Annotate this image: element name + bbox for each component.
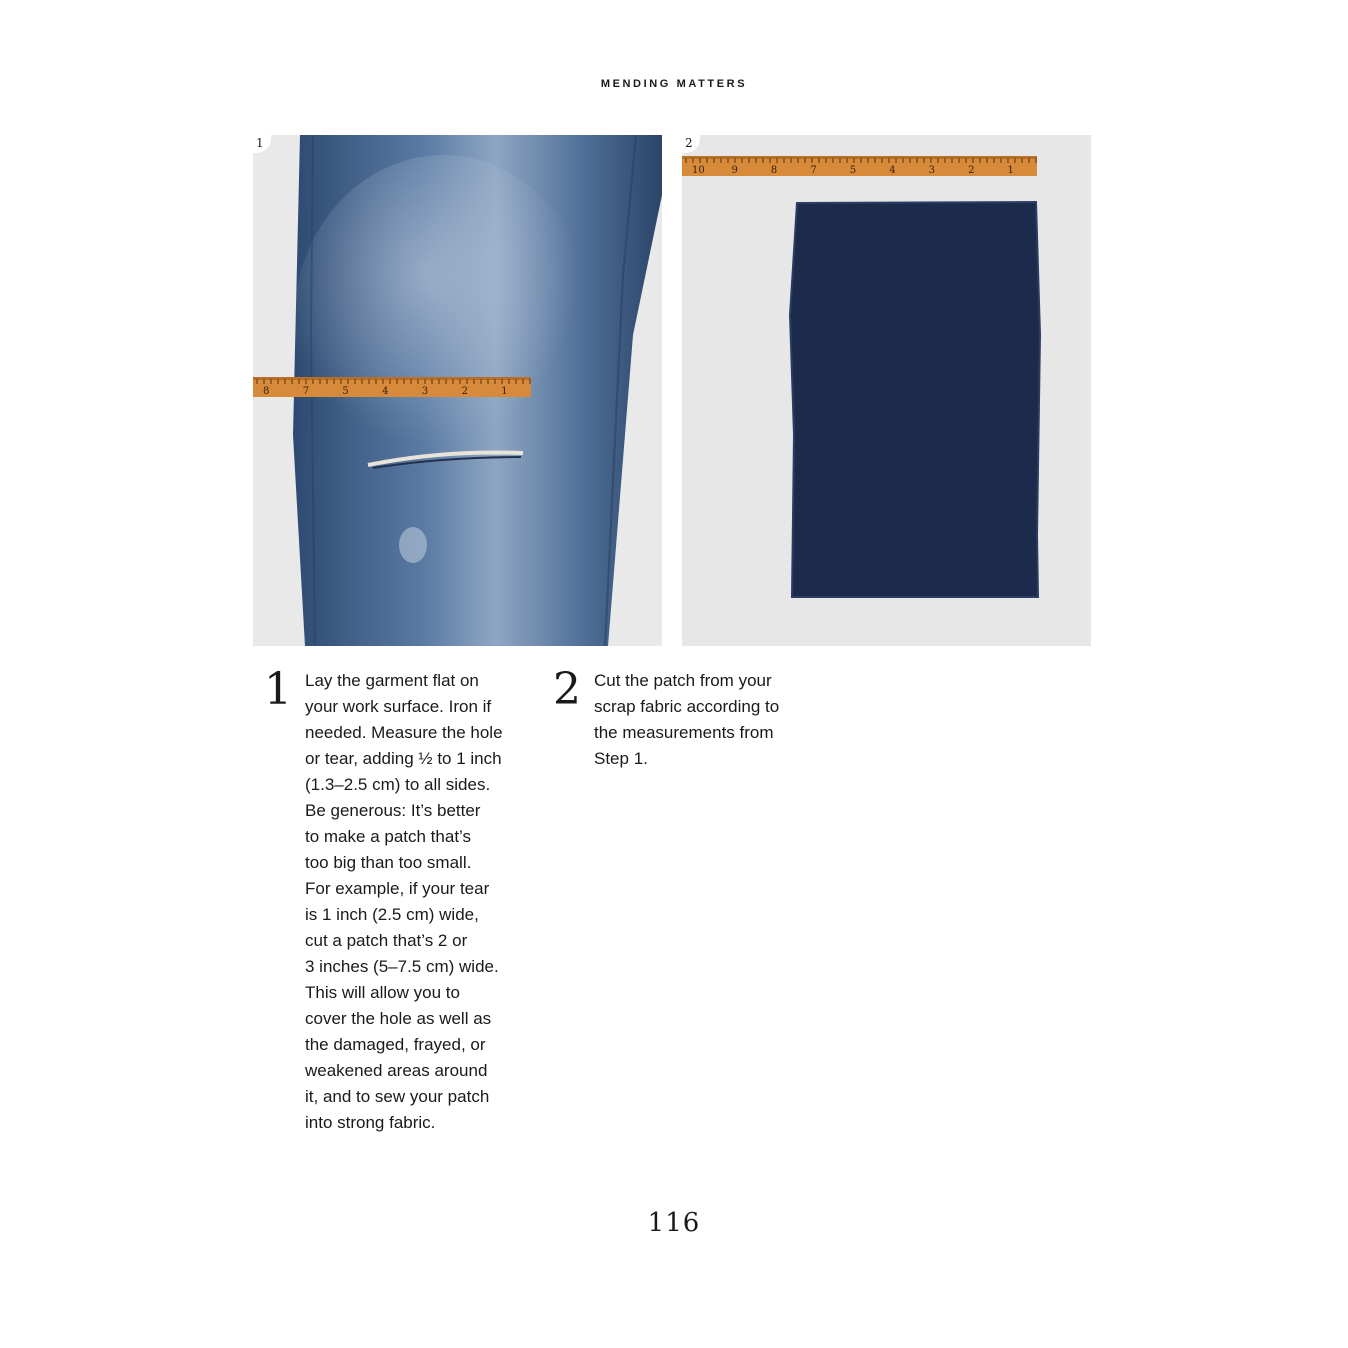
step-2-line: Cut the patch from your xyxy=(594,671,772,690)
ruler-mark: 2 xyxy=(968,165,975,176)
measuring-tape xyxy=(253,377,531,397)
step-1-number: 1 xyxy=(264,664,292,715)
page-number: 116 xyxy=(647,1208,701,1238)
denim-patch xyxy=(790,202,1040,597)
figure-1-number: 1 xyxy=(253,135,271,153)
ruler-mark: 1 xyxy=(1007,165,1014,176)
step-1-line: Be generous: It’s better xyxy=(305,801,481,820)
step-2-line: scrap fabric according to xyxy=(594,697,780,716)
ruler-mark: 3 xyxy=(421,386,429,397)
measuring-tape xyxy=(682,156,1037,176)
step-1-line: needed. Measure the hole xyxy=(305,723,503,742)
ruler-mark: 10 xyxy=(692,165,705,176)
jeans-illustration xyxy=(253,135,662,646)
step-1-line: too big than too small. xyxy=(305,853,472,872)
ruler-mark: 8 xyxy=(770,165,778,176)
step-1-line: 3 inches (5–7.5 cm) wide. xyxy=(305,957,499,976)
step-1-text xyxy=(305,668,527,1136)
step-2-line: Step 1. xyxy=(594,749,648,768)
step-1-line: weakened areas around xyxy=(305,1061,488,1080)
step-1-line: This will allow you to xyxy=(305,983,460,1002)
ruler-mark: 9 xyxy=(731,165,738,176)
ruler-mark: 1 xyxy=(501,386,508,397)
step-2-line: the measurements from xyxy=(594,723,774,742)
step-1-line: into strong fabric. xyxy=(305,1113,436,1132)
patch-illustration xyxy=(682,135,1091,646)
figure-2-patch-photo xyxy=(682,135,1091,646)
step-1-line: or tear, adding ½ to 1 inch xyxy=(305,749,502,768)
step-1-line: is 1 inch (2.5 cm) wide, xyxy=(305,905,479,924)
ruler-mark: 2 xyxy=(461,386,468,397)
step-1-line: cover the hole as well as xyxy=(305,1009,492,1028)
step-1-line: your work surface. Iron if xyxy=(305,697,492,716)
ruler-mark: 7 xyxy=(810,165,817,176)
step-1-line: to make a patch that’s xyxy=(305,827,472,846)
step-1-line: Lay the garment flat on xyxy=(305,671,479,690)
ruler-mark: 4 xyxy=(382,386,389,397)
figure-2-number: 2 xyxy=(682,135,700,153)
ruler-mark: 5 xyxy=(342,386,349,397)
step-1-line: For example, if your tear xyxy=(305,879,490,898)
step-1-line: the damaged, frayed, or xyxy=(305,1035,486,1054)
ruler-mark: 5 xyxy=(849,165,857,176)
ruler-mark: 3 xyxy=(928,165,936,176)
step-1-line: (1.3–2.5 cm) to all sides. xyxy=(305,775,491,794)
ruler-mark: 8 xyxy=(263,386,270,397)
step-2-text xyxy=(594,668,814,772)
step-1-line: it, and to sew your patch xyxy=(305,1087,490,1106)
step-2-number: 2 xyxy=(553,664,581,715)
running-head: MENDING MATTERS xyxy=(600,78,748,90)
ruler-mark: 4 xyxy=(889,165,896,176)
ruler-mark: 7 xyxy=(302,386,310,397)
step-1-line: cut a patch that’s 2 or xyxy=(305,931,468,950)
figure-1-jeans-photo xyxy=(253,135,662,646)
